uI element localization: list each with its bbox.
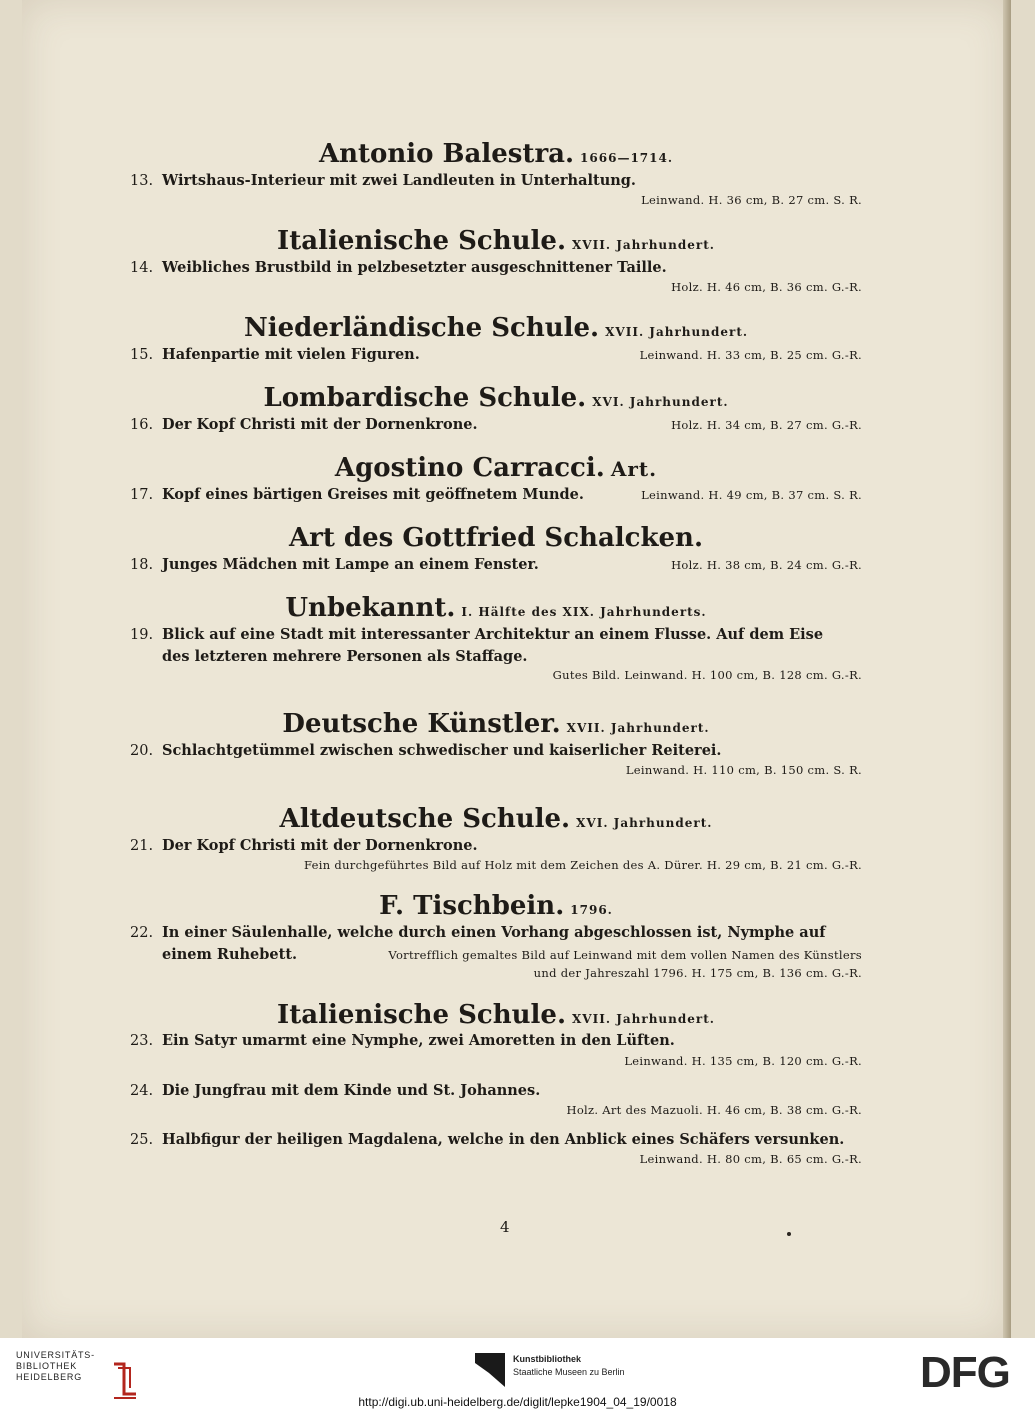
section-heading <box>130 524 862 554</box>
catalog-entry <box>130 624 862 646</box>
artist-name: Agostino Carracci. <box>334 453 605 484</box>
catalog-content <box>130 140 862 1168</box>
section-heading <box>130 805 862 835</box>
section-heading <box>130 384 862 414</box>
kunstbibliothek-mark-icon <box>475 1353 505 1387</box>
artist-dates: 1666—1714. <box>580 151 674 165</box>
entry-details: Leinwand. H. 135 cm, B. 120 cm. G.-R. <box>624 1053 862 1068</box>
entry-title: Kopf eines bärtigen Greises mit geöffnetem Munde. <box>162 486 584 504</box>
entry-details: Holz. H. 34 cm, B. 27 cm. G.-R. <box>671 418 862 433</box>
period: XVI. Jahrhundert. <box>576 816 713 831</box>
entry-title: Weibliches Brustbild in pelzbesetzter ausgeschnittener Taille. <box>162 259 667 277</box>
entry-details: Holz. H. 46 cm, B. 36 cm. G.-R. <box>671 280 862 295</box>
entry-note: Vortrefflich gemaltes Bild auf Leinwand mit dem vollen Namen des Künstlers <box>388 948 862 963</box>
kunstbibliothek-title: Kunstbibliothek <box>513 1354 581 1364</box>
catalog-entry <box>130 835 862 857</box>
entry-title: Die Jungfrau mit dem Kinde und St. Johannes. <box>162 1081 541 1099</box>
period: XVII. Jahrhundert. <box>572 1011 715 1026</box>
entry-number: 20. <box>130 743 154 759</box>
entry-title: Ein Satyr umarmt eine Nymphe, zwei Amoretten in den Lüften. <box>162 1032 675 1050</box>
entry-title: Der Kopf Christi mit der Dornenkrone. <box>162 837 478 855</box>
entry-title: In einer Säulenhalle, welche durch einen Vorhang abgeschlossen ist, Nymphe auf <box>162 924 826 942</box>
catalog-entry <box>130 414 862 436</box>
entry-title: Der Kopf Christi mit der Dornenkrone. <box>162 416 478 434</box>
period: XVII. Jahrhundert. <box>566 721 710 736</box>
entry-number: 13. <box>130 172 154 189</box>
entry-number: 15. <box>130 347 154 364</box>
ink-dot <box>787 1232 791 1236</box>
ub-line-3: HEIDELBERG <box>16 1372 83 1382</box>
artist-name: Lombardische Schule. <box>263 383 587 414</box>
catalog-entry <box>130 740 862 762</box>
entry-number: 16. <box>130 417 154 434</box>
ub-mark-icon <box>110 1360 140 1400</box>
viewer-footer <box>0 1338 1035 1413</box>
entry-title-continued: des letzteren mehrere Personen als Staffage. <box>162 647 528 665</box>
entry-details: und der Jahreszahl 1796. H. 175 cm, B. 136 cm. G.-R. <box>533 966 862 981</box>
period: XVII. Jahrhundert. <box>605 325 749 340</box>
catalog-entry <box>130 257 862 279</box>
catalog-entry <box>130 554 862 576</box>
entry-number: 18. <box>130 556 154 573</box>
permalink-url[interactable]: http://digi.ub.uni-heidelberg.de/diglit/lepke1904_04_19/0018 <box>358 1395 677 1409</box>
section-heading <box>130 314 862 344</box>
section-heading <box>130 140 862 170</box>
entry-number: 14. <box>130 260 154 277</box>
page-number: 4 <box>500 1218 510 1236</box>
entry-details: Gutes Bild. Leinwand. H. 100 cm, B. 128 cm. G.-R. <box>552 667 862 682</box>
artist-name: F. Tischbein. <box>379 891 565 922</box>
entry-title: Hafenpartie mit vielen Figuren. <box>162 346 420 364</box>
entry-number: 19. <box>130 626 154 643</box>
section-heading <box>130 454 862 484</box>
ub-heidelberg-logo[interactable] <box>16 1350 136 1392</box>
ub-line-1: UNIVERSITÄTS- <box>16 1350 95 1360</box>
entry-title: Blick auf eine Stadt mit interessanter Architektur an einem Flusse. Auf dem Eise <box>162 625 824 643</box>
kunstbibliothek-subtitle: Staatliche Museen zu Berlin <box>513 1367 625 1377</box>
entry-details: Leinwand. H. 49 cm, B. 37 cm. S. R. <box>641 488 862 503</box>
entry-number: 17. <box>130 487 154 504</box>
dfg-logo[interactable]: DFG <box>920 1348 1010 1397</box>
catalog-entry <box>130 484 862 506</box>
ub-line-2: BIBLIOTHEK <box>16 1361 78 1371</box>
entry-details: Holz. Art des Mazuoli. H. 46 cm, B. 38 cm. G.-R. <box>566 1102 862 1117</box>
entry-number: 22. <box>130 925 154 942</box>
entry-details: Leinwand. H. 110 cm, B. 150 cm. S. R. <box>625 763 862 778</box>
catalog-entry <box>130 344 862 366</box>
kunstbibliothek-text <box>513 1353 625 1379</box>
entry-title: Junges Mädchen mit Lampe an einem Fenster. <box>162 555 539 573</box>
period: I. Hälfte des XIX. Jahrhunderts. <box>461 604 707 619</box>
artist-name: Art des Gottfried Schalcken. <box>288 523 704 554</box>
entry-details: Holz. H. 38 cm, B. 24 cm. G.-R. <box>671 557 862 572</box>
artist-name: Unbekannt. <box>285 592 456 623</box>
artist-name: Antonio Balestra. <box>318 139 575 169</box>
entry-title: Wirtshaus-Interieur mit zwei Landleuten in Unterhaltung. <box>162 171 636 189</box>
entry-number: 25. <box>130 1132 154 1149</box>
catalog-entry <box>130 922 862 944</box>
artist-name: Altdeutsche Schule. <box>279 804 571 835</box>
entry-title: Halbfigur der heiligen Magdalena, welche in den Anblick eines Schäfers versunken. <box>162 1131 845 1149</box>
entry-details: Leinwand. H. 33 cm, B. 25 cm. G.-R. <box>639 348 862 363</box>
entry-details: Leinwand. H. 80 cm, B. 65 cm. G.-R. <box>639 1152 862 1167</box>
catalog-entry <box>130 1129 862 1151</box>
artist-name: Italienische Schule. <box>277 226 566 257</box>
artist-dates: 1796. <box>570 903 613 918</box>
entry-number: 23. <box>130 1033 154 1050</box>
section-heading <box>130 892 862 922</box>
section-heading <box>130 594 862 624</box>
period: XVII. Jahrhundert. <box>572 238 715 253</box>
entry-number: 24. <box>130 1082 154 1099</box>
period: XVI. Jahrhundert. <box>592 395 729 410</box>
catalog-entry <box>130 1080 862 1102</box>
entry-details: Fein durchgeführtes Bild auf Holz mit dem Zeichen des A. Dürer. H. 29 cm, B. 21 cm. G.-R. <box>304 858 862 873</box>
artist-name: Deutsche Künstler. <box>282 709 561 740</box>
section-heading <box>130 227 862 257</box>
entry-title-continued <box>130 944 862 965</box>
catalog-entry <box>130 170 862 192</box>
artist-name: Italienische Schule. <box>277 999 566 1030</box>
entry-details: Leinwand. H. 36 cm, B. 27 cm. S. R. <box>641 192 862 207</box>
artist-name: Niederländische Schule. <box>243 313 600 344</box>
catalog-entry <box>130 1030 862 1052</box>
page-edge <box>1003 0 1011 1338</box>
entry-number: 21. <box>130 838 154 855</box>
section-heading <box>130 1001 862 1031</box>
section-heading <box>130 710 862 740</box>
entry-title-continued-text: einem Ruhebett. <box>162 946 298 964</box>
entry-title: Schlachtgetümmel zwischen schwedischer und kaiserlicher Reiterei. <box>162 742 722 759</box>
attribution-note: Art. <box>610 457 658 482</box>
